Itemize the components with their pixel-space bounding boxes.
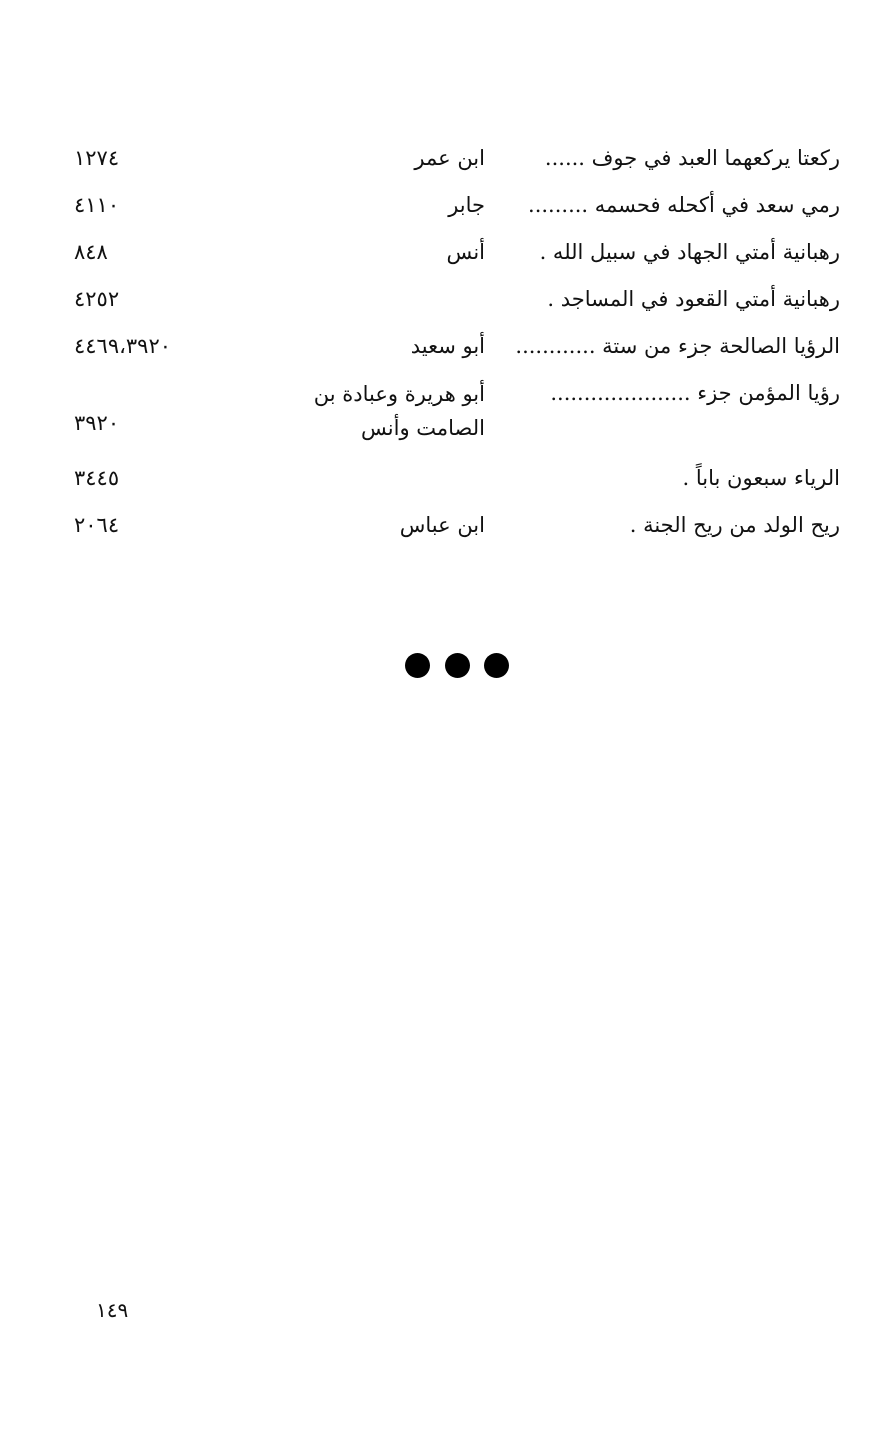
narrator-name: أبو سعيد (410, 334, 485, 358)
index-row (60, 456, 840, 503)
reference-numbers: ٤١١٠ (74, 193, 120, 217)
index-row (60, 371, 840, 456)
index-row (60, 503, 840, 550)
index-row (60, 136, 840, 183)
ornament-dot-icon (484, 653, 509, 678)
hadith-text: رمي سعد في أكحله فحسمه ......... (528, 193, 840, 217)
hadith-text: الرؤيا الصالحة جزء من ستة ............ (515, 334, 840, 358)
narrator-name: أنس (446, 240, 485, 264)
reference-numbers: ٤٤٦٩،٣٩٢٠ (74, 334, 172, 358)
reference-numbers: ٤٢٥٢ (74, 287, 120, 311)
hadith-text: ريح الولد من ريح الجنة . (629, 513, 840, 537)
reference-numbers: ٣٩٢٠ (74, 411, 120, 435)
hadith-index-table (60, 136, 840, 550)
hadith-text: رهبانية أمتي القعود في المساجد . (547, 287, 840, 311)
reference-numbers: ١٢٧٤ (74, 146, 120, 170)
reference-numbers: ٣٤٤٥ (74, 466, 120, 490)
narrator-name: جابر (448, 193, 485, 217)
hadith-text: الرياء سبعون باباً . (682, 466, 840, 490)
reference-numbers: ٨٤٨ (74, 240, 108, 264)
index-row (60, 230, 840, 277)
ornament-dot-icon (405, 653, 430, 678)
index-row (60, 277, 840, 324)
narrator-name: ابن عباس (399, 513, 485, 537)
section-end-ornament (405, 650, 509, 680)
index-row (60, 324, 840, 371)
narrator-name: أبو هريرة وعبادة بن الصامت وأنس (313, 382, 485, 440)
index-row (60, 183, 840, 230)
page-number: ١٤٩ (96, 1298, 129, 1322)
hadith-text: ركعتا يركعهما العبد في جوف ...... (544, 146, 840, 170)
hadith-text: رؤيا المؤمن جزء ..................... (550, 381, 840, 405)
ornament-dot-icon (445, 653, 470, 678)
reference-numbers: ٢٠٦٤ (74, 513, 120, 537)
narrator-name: ابن عمر (414, 146, 485, 170)
hadith-text: رهبانية أمتي الجهاد في سبيل الله . (539, 240, 840, 264)
